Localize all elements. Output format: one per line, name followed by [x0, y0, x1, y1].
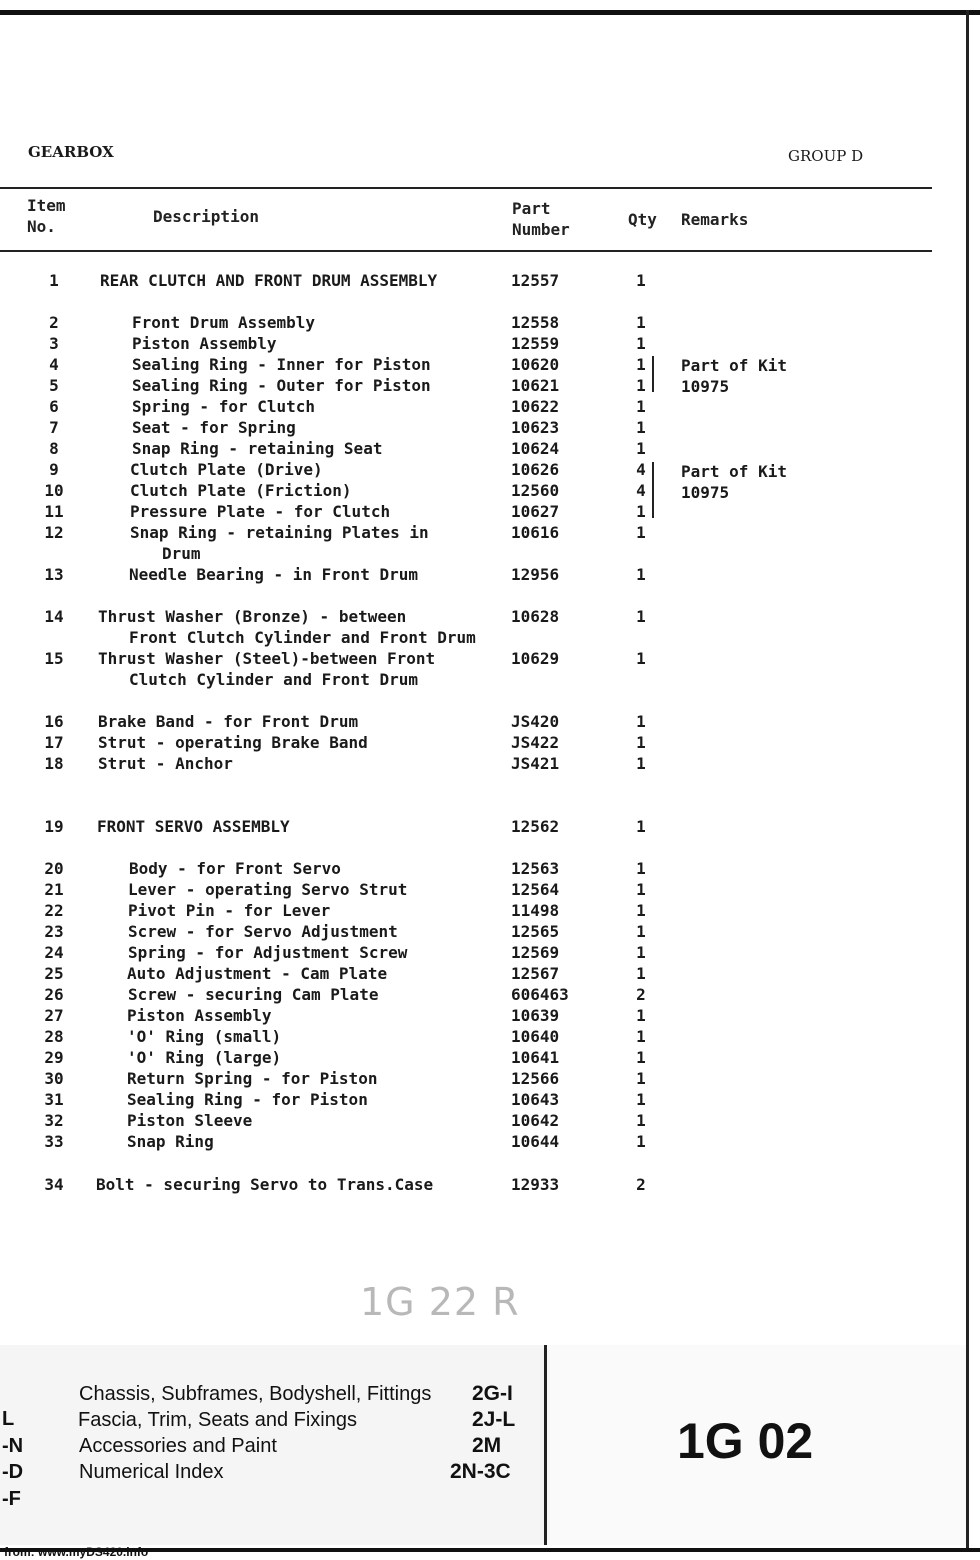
item-number: 14: [44, 607, 64, 626]
item-number: 34: [44, 1175, 64, 1194]
description: Thrust Washer (Steel)-between Front: [98, 649, 436, 668]
table-row: [10, 1026, 670, 1047]
table-row: [10, 333, 670, 354]
footer-index-code: 2M: [472, 1434, 502, 1457]
item-number: 15: [44, 649, 64, 668]
quantity: 1: [636, 1048, 646, 1067]
quantity: 1: [636, 607, 646, 626]
quantity: 1: [636, 271, 646, 290]
quantity: 4: [636, 460, 646, 479]
item-number: 33: [44, 1132, 64, 1151]
description: Needle Bearing - in Front Drum: [129, 565, 418, 584]
item-number: 17: [44, 733, 64, 752]
item-number: 32: [44, 1111, 64, 1130]
table-row: [10, 606, 670, 627]
description: Seat - for Spring: [132, 418, 296, 437]
item-number: 24: [44, 943, 64, 962]
part-number: 12565: [511, 922, 560, 941]
item-number: 20: [44, 859, 64, 878]
column-part-line2: Number: [512, 220, 570, 239]
table-row: [10, 522, 670, 543]
table-row: [10, 564, 670, 585]
item-number: 27: [44, 1006, 64, 1025]
part-number: JS420: [511, 712, 560, 731]
description: FRONT SERVO ASSEMBLY: [97, 817, 290, 836]
column-qty: Qty: [628, 210, 657, 229]
description: Screw - for Servo Adjustment: [128, 922, 398, 941]
part-number: 12567: [511, 964, 560, 983]
part-number: 10622: [511, 397, 560, 416]
description-continuation: Drum: [162, 544, 201, 563]
quantity: 1: [636, 397, 646, 416]
part-number: 10629: [511, 649, 560, 668]
quantity: 1: [636, 313, 646, 332]
table-row: [10, 354, 670, 375]
column-item-line1: Item: [27, 196, 66, 215]
description: Spring - for Clutch: [132, 397, 316, 416]
quantity: 1: [636, 523, 646, 542]
part-number: 10628: [511, 607, 560, 626]
quantity: 1: [636, 1006, 646, 1025]
quantity: 1: [636, 1090, 646, 1109]
table-row: [10, 858, 670, 879]
description: Clutch Plate (Friction): [130, 481, 352, 500]
quantity: 1: [636, 1132, 646, 1151]
quantity: 1: [636, 943, 646, 962]
part-number: 12956: [511, 565, 560, 584]
description: Body - for Front Servo: [129, 859, 341, 878]
header-bottom-rule: [0, 250, 932, 252]
quantity: 1: [636, 439, 646, 458]
table-row: [10, 270, 670, 291]
page-right-border: [966, 10, 969, 1550]
item-number: 4: [49, 355, 59, 374]
item-number: 21: [44, 880, 64, 899]
description: Piston Assembly: [132, 334, 277, 353]
fiche-stamp: 1G 22 R: [360, 1280, 520, 1324]
table-row: [10, 732, 670, 753]
description: Strut - Anchor: [98, 754, 233, 773]
column-item-no: [27, 195, 66, 237]
quantity: 1: [636, 376, 646, 395]
part-number: 606463: [511, 985, 569, 1004]
section-title: GEARBOX: [28, 143, 114, 161]
item-number: 29: [44, 1048, 64, 1067]
quantity: 1: [636, 754, 646, 773]
part-number: 10644: [511, 1132, 560, 1151]
remark-bracket: [652, 462, 654, 518]
item-number: 3: [49, 334, 59, 353]
quantity: 2: [636, 1175, 646, 1194]
part-number: 12564: [511, 880, 560, 899]
table-row: [10, 648, 670, 669]
item-number: 8: [49, 439, 59, 458]
quantity: 1: [636, 1111, 646, 1130]
item-number: 2: [49, 313, 59, 332]
quantity: 1: [636, 817, 646, 836]
quantity: 1: [636, 922, 646, 941]
table-row: [10, 1131, 670, 1152]
item-number: 12: [44, 523, 64, 542]
quantity: 1: [636, 418, 646, 437]
footer-index-code: 2J-L: [472, 1408, 516, 1431]
quantity: 1: [636, 901, 646, 920]
column-item-line2: No.: [27, 217, 56, 236]
quantity: 1: [636, 733, 646, 752]
table-row: [10, 1110, 670, 1131]
description: Strut - operating Brake Band: [98, 733, 368, 752]
quantity: 1: [636, 964, 646, 983]
item-number: 23: [44, 922, 64, 941]
description: Screw - securing Cam Plate: [128, 985, 379, 1004]
part-number: 10639: [511, 1006, 560, 1025]
item-number: 19: [44, 817, 64, 836]
column-description: Description: [153, 207, 259, 226]
part-number: 10640: [511, 1027, 560, 1046]
table-row: [10, 375, 670, 396]
description: 'O' Ring (large): [127, 1048, 282, 1067]
table-row: [10, 1047, 670, 1068]
remark-line: Part of Kit: [681, 462, 787, 481]
description: Pressure Plate - for Clutch: [130, 502, 391, 521]
table-row: [10, 816, 670, 837]
description: Sealing Ring - Outer for Piston: [132, 376, 431, 395]
part-number: 12569: [511, 943, 560, 962]
description: Clutch Plate (Drive): [130, 460, 323, 479]
footer-index-code: 2N-3C: [450, 1460, 511, 1483]
table-row: [10, 963, 670, 984]
description: Spring - for Adjustment Screw: [128, 943, 408, 962]
part-number: JS422: [511, 733, 560, 752]
footer-index-code: 2G-I: [472, 1382, 513, 1405]
part-number: 10626: [511, 460, 560, 479]
part-number: 10620: [511, 355, 560, 374]
item-number: 6: [49, 397, 59, 416]
description: Sealing Ring - Inner for Piston: [132, 355, 431, 374]
item-number: 26: [44, 985, 64, 1004]
item-number: 1: [49, 271, 59, 290]
column-remarks: Remarks: [681, 210, 749, 229]
table-row: [10, 900, 670, 921]
table-row: [10, 1068, 670, 1089]
part-number: 12933: [511, 1175, 560, 1194]
table-row: [10, 942, 670, 963]
footer-index-label: Fascia, Trim, Seats and Fixings: [78, 1409, 357, 1431]
item-number: 5: [49, 376, 59, 395]
fiche-number: 1G 02: [677, 1413, 814, 1469]
page-top-border: [0, 10, 980, 15]
description: Piston Assembly: [127, 1006, 272, 1025]
remark-bracket: [652, 356, 654, 392]
source-url: from: www.myDS420.info: [4, 1545, 149, 1559]
description: Pivot Pin - for Lever: [128, 901, 331, 920]
quantity: 1: [636, 565, 646, 584]
quantity: 2: [636, 985, 646, 1004]
item-number: 13: [44, 565, 64, 584]
item-number: 16: [44, 712, 64, 731]
description-continuation: Clutch Cylinder and Front Drum: [129, 670, 418, 689]
part-number: 12563: [511, 859, 560, 878]
part-number: 12558: [511, 313, 560, 332]
description: Snap Ring - retaining Seat: [132, 439, 383, 458]
footer-tab-letter: -D: [2, 1461, 24, 1483]
description: Bolt - securing Servo to Trans.Case: [96, 1175, 434, 1194]
description: Return Spring - for Piston: [127, 1069, 378, 1088]
part-number: 12562: [511, 817, 560, 836]
part-number: 10642: [511, 1111, 560, 1130]
item-number: 28: [44, 1027, 64, 1046]
description: Thrust Washer (Bronze) - between: [98, 607, 407, 626]
quantity: 1: [636, 859, 646, 878]
description: Lever - operating Servo Strut: [128, 880, 408, 899]
part-number: 12557: [511, 271, 560, 290]
footer-index-label: Numerical Index: [79, 1461, 224, 1483]
part-number: JS421: [511, 754, 560, 773]
quantity: 1: [636, 334, 646, 353]
quantity: 1: [636, 1069, 646, 1088]
item-number: 7: [49, 418, 59, 437]
table-row: [10, 753, 670, 774]
description: Sealing Ring - for Piston: [127, 1090, 368, 1109]
description: Piston Sleeve: [127, 1111, 253, 1130]
description-continuation: Front Clutch Cylinder and Front Drum: [129, 628, 476, 647]
table-row: [10, 1089, 670, 1110]
item-number: 25: [44, 964, 64, 983]
header-top-rule: [0, 187, 932, 189]
part-number: 10616: [511, 523, 560, 542]
part-number: 10627: [511, 502, 560, 521]
item-number: 11: [44, 502, 64, 521]
table-row: [10, 459, 670, 480]
table-row: [10, 879, 670, 900]
description: Brake Band - for Front Drum: [98, 712, 359, 731]
quantity: 4: [636, 481, 646, 500]
table-row: [10, 480, 670, 501]
item-number: 30: [44, 1069, 64, 1088]
footer-index-label: Accessories and Paint: [79, 1435, 277, 1457]
remark-line: 10975: [681, 377, 730, 396]
description: Front Drum Assembly: [132, 313, 316, 332]
group-label: GROUP D: [788, 147, 864, 165]
part-number: 10624: [511, 439, 560, 458]
remark-line: 10975: [681, 483, 730, 502]
description: Snap Ring - retaining Plates in: [130, 523, 429, 542]
table-row: [10, 417, 670, 438]
item-number: 9: [49, 460, 59, 479]
part-number: 10621: [511, 376, 560, 395]
item-number: 22: [44, 901, 64, 920]
item-number: 31: [44, 1090, 64, 1109]
table-row: [10, 501, 670, 522]
quantity: 1: [636, 1027, 646, 1046]
table-row: [10, 1174, 670, 1195]
table-row: [10, 711, 670, 732]
quantity: 1: [636, 355, 646, 374]
description: 'O' Ring (small): [127, 1027, 282, 1046]
footer-tab-letter: -F: [2, 1488, 21, 1510]
item-number: 10: [44, 481, 64, 500]
remark-kit-b: [681, 461, 787, 503]
quantity: 1: [636, 502, 646, 521]
table-row: [10, 921, 670, 942]
part-number: 12560: [511, 481, 560, 500]
item-number: 18: [44, 754, 64, 773]
remark-kit-a: [681, 355, 787, 397]
footer-index-label: Chassis, Subframes, Bodyshell, Fittings: [79, 1383, 432, 1405]
remark-line: Part of Kit: [681, 356, 787, 375]
part-number: 11498: [511, 901, 560, 920]
part-number: 10641: [511, 1048, 560, 1067]
column-part-line1: Part: [512, 199, 551, 218]
quantity: 1: [636, 880, 646, 899]
table-row: [10, 984, 670, 1005]
part-number: 10623: [511, 418, 560, 437]
part-number: 12566: [511, 1069, 560, 1088]
table-row: [10, 312, 670, 333]
table-row: [10, 396, 670, 417]
part-number: 12559: [511, 334, 560, 353]
column-part-number: [512, 198, 570, 240]
part-number: 10643: [511, 1090, 560, 1109]
description: REAR CLUTCH AND FRONT DRUM ASSEMBLY: [100, 271, 438, 290]
footer-tab-letter: -N: [2, 1435, 24, 1457]
table-row: [10, 438, 670, 459]
quantity: 1: [636, 649, 646, 668]
description: Snap Ring: [127, 1132, 214, 1151]
description: Auto Adjustment - Cam Plate: [127, 964, 388, 983]
footer-tab-letter: L: [2, 1408, 15, 1430]
quantity: 1: [636, 712, 646, 731]
table-row: [10, 1005, 670, 1026]
